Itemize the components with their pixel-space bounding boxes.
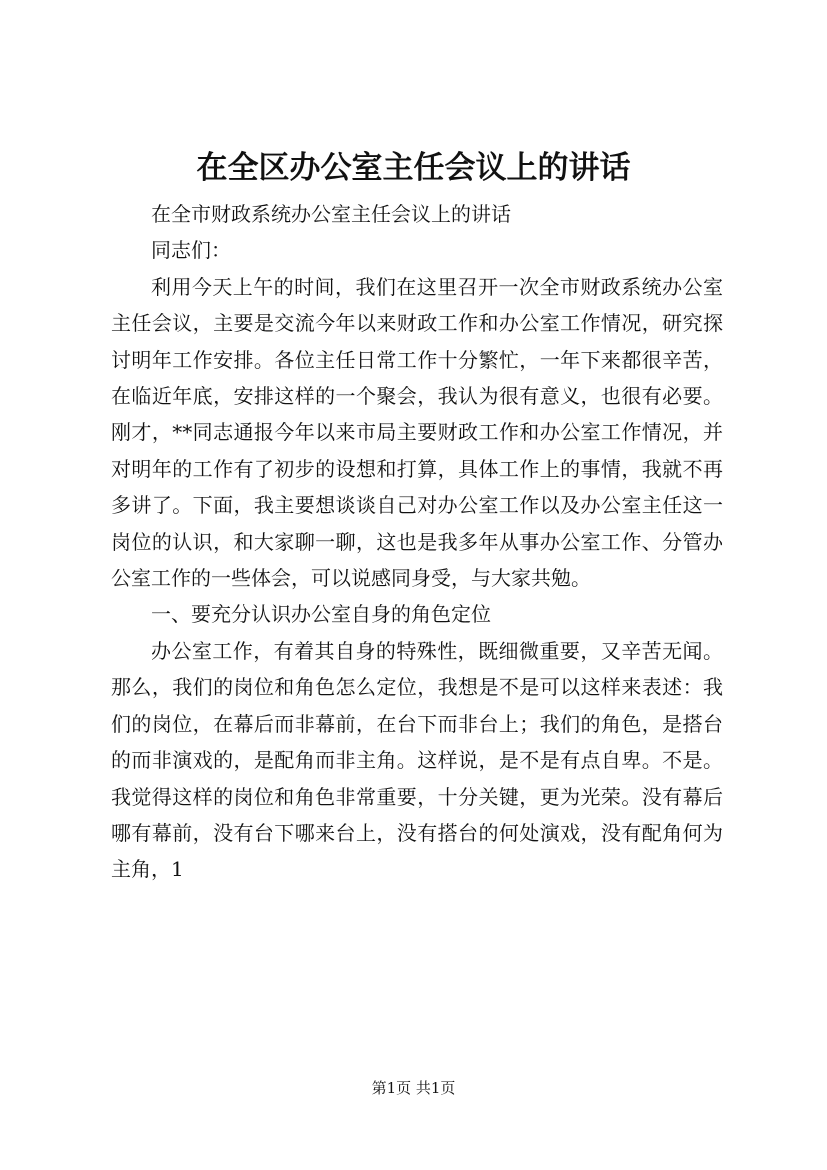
document-body [111, 196, 723, 888]
body-paragraph: 利用今天上午的时间，我们在这里召开一次全市财政系统办公室主任会议，主要是交流今年以来财政工作和办公室工作情况，研究探讨明年工作安排。各位主任日常工作十分繁忙，一年下来都很辛苦，在临近年底，安排这样的一个聚会，我认为很有意义，也很有必要。刚才，**同志通报今年以来市局主要财政工作和办公室工作情况，并对明年的工作有了初步的设想和打算，具体工作上的事情，我就不再多讲了。下面，我主要想谈谈自己对办公室工作以及办公室主任这一岗位的认识，和大家聊一聊，这也是我多年从事办公室工作、分管办公室工作的一些体会，可以说感同身受，与大家共勉。 [111, 274, 723, 591]
page-footer: 第1页 共1页 [371, 1079, 456, 1097]
document-title: 在全区办公室主任会议上的讲话 [196, 150, 631, 186]
body-paragraph: 办公室工作，有着其自身的特殊性，既细微重要，又辛苦无闻。那么，我们的岗位和角色怎么定位，我想是不是可以这样来表述：我们的岗位，在幕后而非幕前，在台下而非台上；我们的角色，是搭台的而非演戏的，是配角而非主角。这样说，是不是有点自卑。不是。我觉得这样的岗位和角色非常重要，十分关键，更为光荣。没有幕后哪有幕前，没有台下哪来台上，没有搭台的何处演戏，没有配角何为主角，1 [111, 638, 723, 882]
section-heading: 一、要充分认识办公室自身的角色定位 [151, 602, 491, 627]
subtitle-paragraph: 在全市财政系统办公室主任会议上的讲话 [151, 202, 511, 226]
salutation-paragraph: 同志们： [151, 238, 231, 263]
